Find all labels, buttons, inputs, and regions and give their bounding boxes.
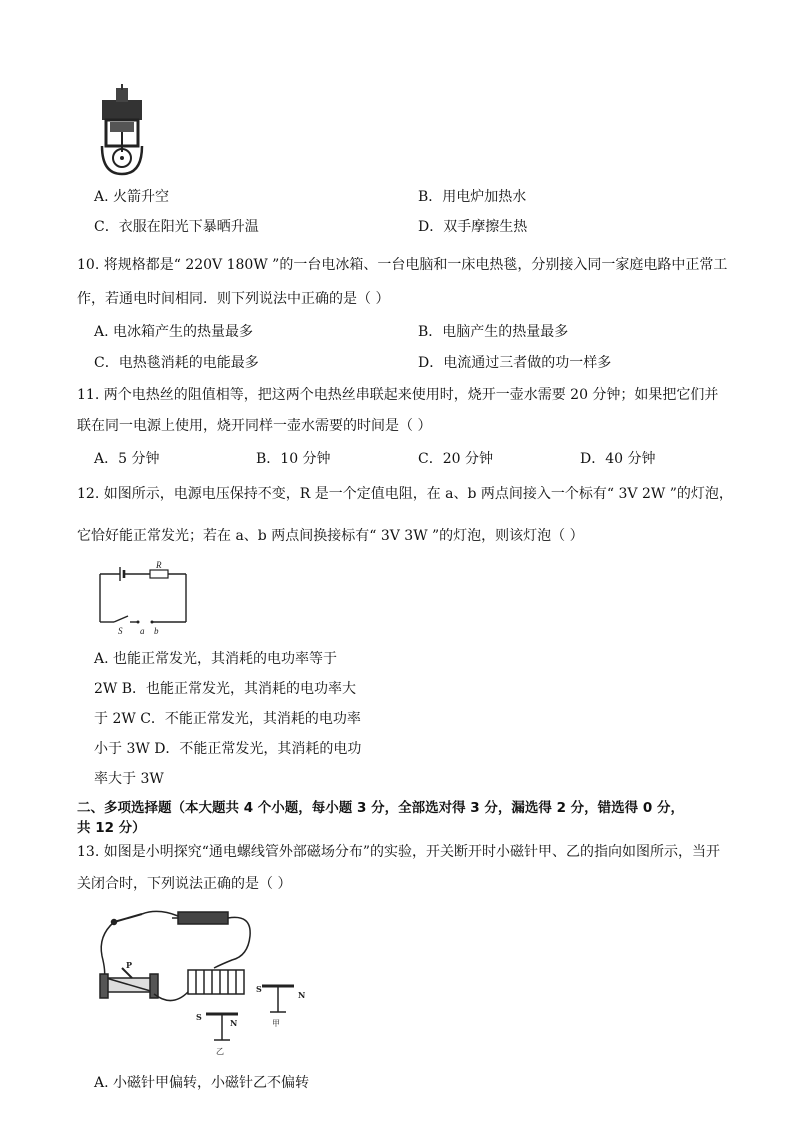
circuit-label-r: R [156, 560, 162, 570]
circuit-label-b: b [154, 626, 159, 636]
q9-option-b: B．用电炉加热水 [418, 189, 527, 205]
q9-option-a: A. 火箭升空 [94, 189, 170, 205]
q12-options-line4: 小于 3W D．不能正常发光，其消耗的电功 [94, 741, 362, 757]
q13-label-s1: S [256, 984, 262, 994]
section2-heading-line2: 共 12 分） [77, 820, 146, 836]
q13-label-n1: N [298, 990, 306, 1000]
engine-figure [92, 84, 154, 176]
q10-stem-line2: 作，若通电时间相同．则下列说法中正确的是（ ） [77, 291, 390, 307]
section2-heading-line1: 二、多项选择题（本大题共 4 个小题，每小题 3 分，全部选对得 3 分，漏选得 2 分，错选得 0 分， [77, 800, 684, 816]
q13-label-jia: 甲 [272, 1019, 280, 1028]
q13-label-n2: N [230, 1018, 238, 1028]
q12-options-line2: 2W B．也能正常发光，其消耗的电功率大 [94, 681, 357, 697]
q13-stem-line2: 关闭合时，下列说法正确的是（ ） [77, 876, 292, 892]
q13-solenoid-figure [92, 896, 328, 1058]
q11-option-c: C．20 分钟 [418, 451, 493, 467]
q11-stem-line2: 联在同一电源上使用，烧开同样一壶水需要的时间是（ ） [77, 418, 432, 434]
q11-option-d: D．40 分钟 [580, 451, 656, 467]
q10-stem-line1: 10. 将规格都是“ 220V 180W ”的一台电冰箱、一台电脑和一床电热毯，分别接入同一家庭电路中正常工 [77, 257, 728, 273]
q10-option-c: C．电热毯消耗的电能最多 [94, 355, 259, 371]
circuit-label-a: a [140, 626, 145, 636]
q11-option-a: A．5 分钟 [94, 451, 160, 467]
q12-options-line5: 率大于 3W [94, 771, 164, 787]
q12-options-line1: A. 也能正常发光，其消耗的电功率等于 [94, 651, 338, 667]
q10-option-b: B．电脑产生的热量最多 [418, 324, 569, 340]
q13-label-p: P [126, 960, 133, 970]
q9-option-d: D．双手摩擦生热 [418, 219, 528, 235]
q13-stem-line1: 13. 如图是小明探究“通电螺线管外部磁场分布”的实验，开关断开时小磁针甲、乙的指向如图所示，当开 [77, 844, 721, 860]
q13-label-s2: S [196, 1012, 202, 1022]
q11-stem-line1: 11. 两个电热丝的阻值相等，把这两个电热丝串联起来使用时，烧开一壶水需要 20 分钟；如果把它们并 [77, 387, 719, 403]
q10-option-d: D．电流通过三者做的功一样多 [418, 355, 612, 371]
q12-stem-line1: 12. 如图所示，电源电压保持不变，R 是一个定值电阻，在 a、b 两点间接入一个标有“ 3V 2W ”的灯泡， [77, 486, 733, 502]
q11-option-b: B．10 分钟 [256, 451, 331, 467]
q12-options-line3: 于 2W C．不能正常发光，其消耗的电功率 [94, 711, 361, 727]
q12-circuit-diagram [94, 560, 192, 638]
circuit-label-s: S [118, 626, 123, 636]
q12-stem-line2: 它恰好能正常发光；若在 a、b 两点间换接标有“ 3V 3W ”的灯泡，则该灯泡（ ） [77, 528, 584, 544]
q9-option-c: C．衣服在阳光下暴晒升温 [94, 219, 259, 235]
q13-option-a: A. 小磁针甲偏转，小磁针乙不偏转 [94, 1075, 310, 1091]
q13-label-yi: 乙 [216, 1047, 224, 1056]
q10-option-a: A. 电冰箱产生的热量最多 [94, 324, 254, 340]
